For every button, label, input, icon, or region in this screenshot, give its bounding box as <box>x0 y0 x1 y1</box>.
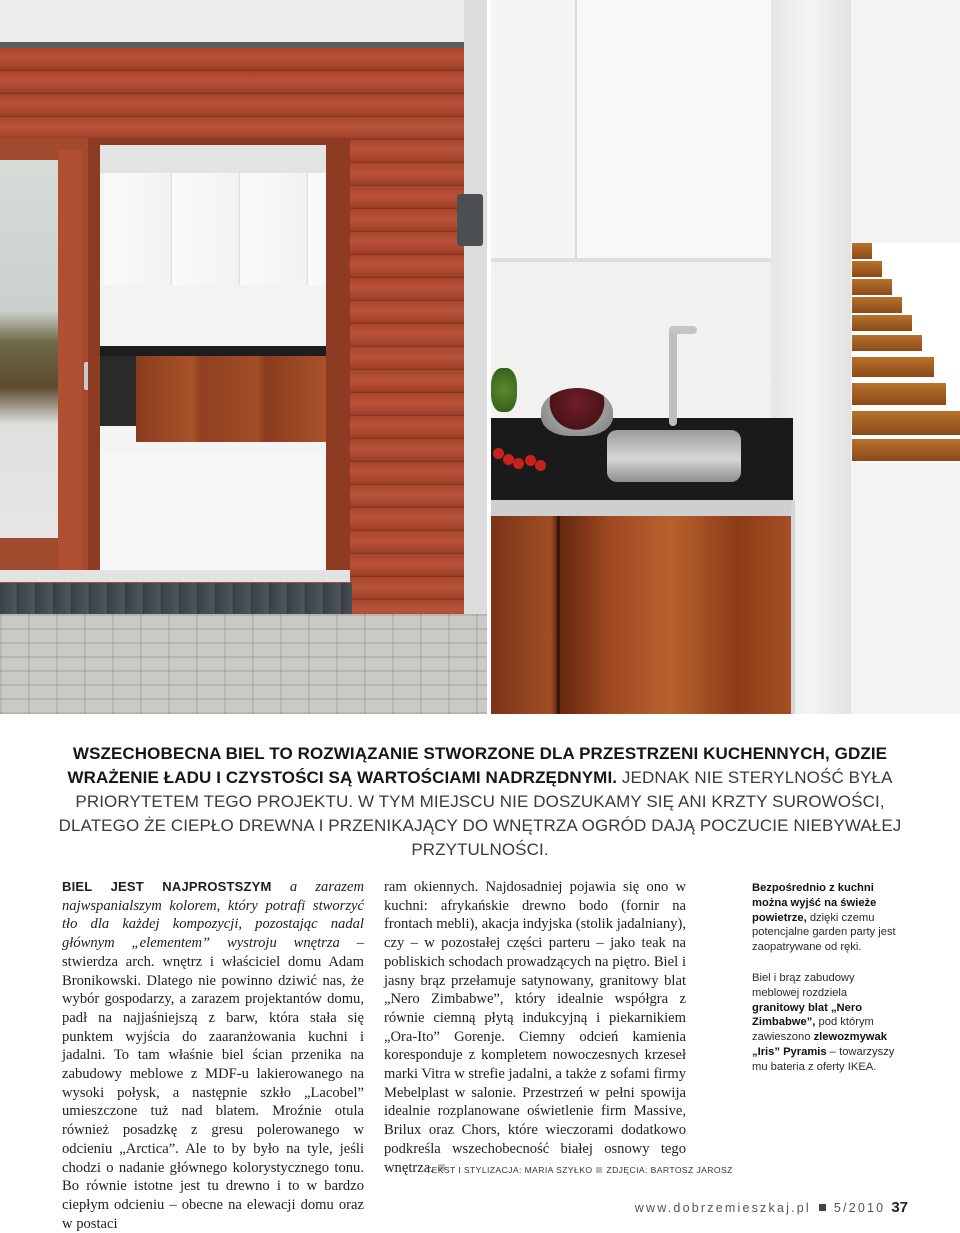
glass-backsplash <box>491 262 771 422</box>
footer-url: www.dobrzemieszkaj.pl <box>634 1201 811 1215</box>
wood-lower-cabinets <box>491 516 791 714</box>
page-number: 37 <box>891 1199 908 1216</box>
wall-lamp <box>457 194 483 246</box>
stair-step <box>852 315 912 331</box>
paving-stones <box>0 614 487 714</box>
stair-step <box>852 243 872 259</box>
interior-ceiling <box>100 145 326 173</box>
caption-bold: zlewozmywak „Iris” Pyramis <box>752 1031 887 1058</box>
stair-step <box>852 383 946 405</box>
footer-issue: 5/2010 <box>833 1201 886 1215</box>
kitchen-tap-spout <box>669 326 697 334</box>
stair-step <box>852 439 960 461</box>
bowl-of-lettuce <box>541 388 613 436</box>
photo-caption-2 <box>752 971 898 1075</box>
stair-step <box>852 261 882 277</box>
white-upper-cabinets <box>104 173 326 285</box>
stair-step <box>852 297 902 313</box>
stair-step <box>852 279 892 295</box>
caption-text: pod którym zawieszono <box>752 1016 874 1044</box>
caption-text: Biel i brąz zabudowy meblowej rozdziela <box>752 972 855 999</box>
stair-step <box>852 411 960 435</box>
kitchen-tap <box>669 326 677 426</box>
stair-step <box>852 335 922 351</box>
threshold-step <box>0 570 350 582</box>
caption-text: dzięki czemu potencjalne garden party jest zaopatrywane od ręki. <box>752 911 896 954</box>
cabinet-side-edge <box>791 500 795 714</box>
caption-text: – towarzyszy mu bateria z oferty IKEA. <box>752 1045 895 1073</box>
lead-bold: WSZECHOBECNA BIEL TO ROZWIĄZANIE STWORZONE DLA PRZESTRZENI KUCHENNYCH, GDZIE WRAŻENIE ŁADU I CZYSTOŚCI SĄ WARTOŚCIAMI NADRZĘDNYMI. <box>67 744 888 787</box>
article-text: stwierdza arch. wnętrz i właściciel domu Adam Bronikowski. Dlatego nie powinno dziwić nas, że wybór gospodarzy, a zarazem projektantów domu, padł na najjaśniejszą z barw, która stała się punktem wyjścia do zaaranżowania kuchni i jadalni. To tam właśnie biel ścian przenika na zabudowy meblowe z MDF-u lakierowanego na wysoki połysk, a następnie szkło „Lacobel” umieszczone tuż nad blatem. Mroźnie otula również posadzkę z gresu polerowanego w odcieniu „Arctica”. Ale to by było na tyle, jeśli chodzi o nadanie głównego kolorystycznego tonu. Bo równie istotne jest tu drewno i to w bardzo ciepłym odcieniu – obecne na elewacji domu oraz w postaci <box>62 953 364 1232</box>
sliding-door-glass <box>0 160 58 538</box>
lead-light: JEDNAK NIE STERYLNOŚĆ BYŁA PRIORYTETEM TEGO PROJEKTU. W TYM MIEJSCU NIE DOSZUKAMY SIĘ ANI KRZTY SUROWOŚCI, DLATEGO ŻE CIEPŁO DREWNA I PRZENIKAJĄCY DO WNĘTRZA OGRÓD DAJĄ POCZUCIE NIEBYWAŁEJ PRZYTULNOŚCI. <box>58 768 902 859</box>
white-wall-cabinet <box>577 0 771 262</box>
exterior-kitchen-photo <box>0 0 487 714</box>
kitchen-sink-photo <box>491 0 960 714</box>
stair-step <box>852 357 934 377</box>
article-quote: a zarazem najwspanialszym kolorem, który potrafi stworzyć tło dla każdej kompozycji, pozostając nadal głównym „elementem” wystroju wnętrza – <box>62 879 365 952</box>
white-wall-cabinet <box>491 0 577 262</box>
credits <box>426 1165 733 1175</box>
article-text: ram okiennych. Najdosadniej pojawia się ono w kuchni: afrykańskie drewno bodo (fornir na frontach mebli), akacja indyjska (stolik jadalniany), czy – w pozostałej części parteru – jako teak na pobliskich schodach prowadzących na piętro. Biel i jasny brąz przełamuje satynowany, granitowy blat „Nero Zimbabwe”, który idealnie współgra z równie ciemną płytą indukcyjną i piekarnikiem „Ora-Ito” Gorenje. Ciemny odcień kamienia koresponduje z kompletem nowoczesnych krzeseł marki Vitra w strefie jadalni, a także z sofami firmy Mebelplast w salonie. Przestrzeń w pełni spowija idealnie rozplanowane oświetlenie firm Massive, Brilux oraz Chors, które wieczorami dodatkowo podkreśla wszechobecność białej osnowy tego wnętrza. <box>384 879 686 1176</box>
tomato <box>535 460 546 471</box>
oven <box>100 356 136 426</box>
black-countertop <box>100 346 326 356</box>
sliding-door-post <box>58 150 82 570</box>
page-footer <box>635 1199 908 1216</box>
cabinet-gap <box>557 516 560 714</box>
facade-wall <box>0 0 487 46</box>
article-lead-in: BIEL JEST NAJPROSTSZYM <box>62 879 272 894</box>
white-floor <box>100 452 326 570</box>
separator-square-icon <box>819 1204 826 1211</box>
countertop-edge <box>491 500 793 516</box>
separator-square-icon <box>596 1167 602 1173</box>
teak-stairs <box>852 243 960 463</box>
facade-wall-side <box>464 0 487 614</box>
article-column-2 <box>384 878 686 1177</box>
credits-text: TEKST I STYLIZACJA: MARIA SZYŁKO <box>426 1165 593 1175</box>
photo-caption-1 <box>752 881 898 955</box>
herb-pot <box>491 368 517 412</box>
lead-paragraph <box>40 742 920 862</box>
article-column-1 <box>62 878 364 1233</box>
tomato <box>513 458 524 469</box>
glass-backsplash <box>100 285 326 347</box>
caption-bold: Bezpośrednio z kuchni można wyjść na świeże powietrze, <box>752 882 877 924</box>
steel-sink <box>607 430 741 482</box>
roof-edge <box>0 42 466 48</box>
caption-bold: granitowy blat „Nero Zimbabwe”, <box>752 1001 863 1029</box>
credits-photo: ZDJĘCIA: BARTOSZ JAROSZ <box>606 1165 733 1175</box>
wood-lower-cabinets <box>136 356 326 442</box>
